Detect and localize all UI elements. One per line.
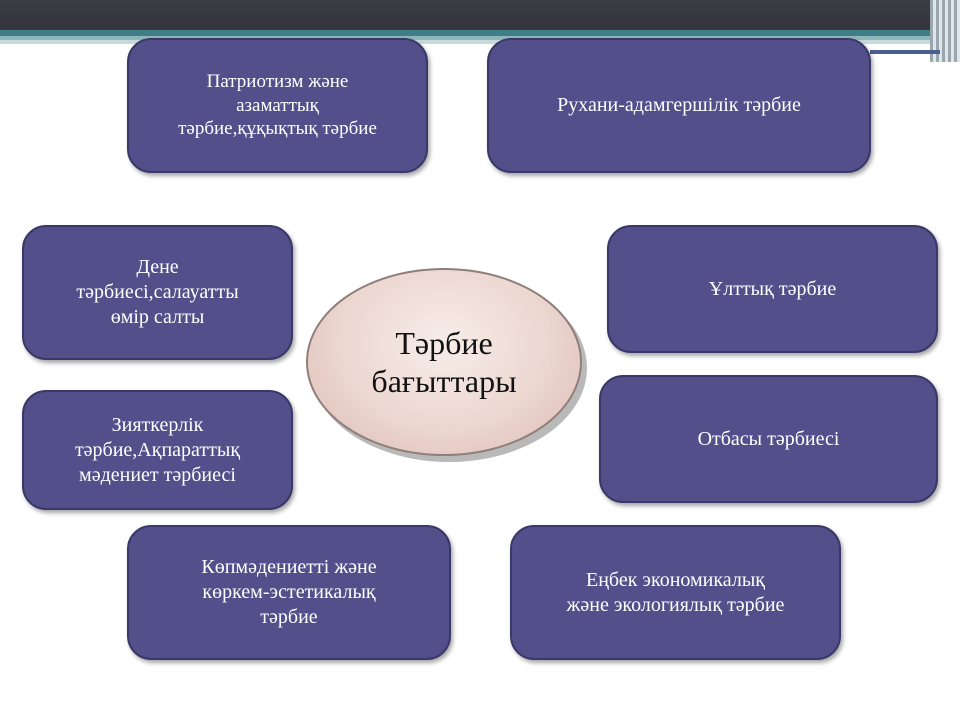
direction-label: Еңбек экономикалық және экологиялық тәрбие — [566, 568, 785, 616]
direction-label: Көпмәдениетті және көркем-эстетикалық тәрбие — [201, 556, 377, 628]
center-title: Тәрбие бағыттары — [371, 324, 517, 399]
direction-box-multicultural — [127, 525, 451, 660]
direction-box-patriotic — [127, 38, 428, 173]
direction-label: Дене тәрбиесі,салауатты өмір салты — [76, 256, 239, 328]
corner-accent-line — [870, 50, 940, 54]
direction-box-national — [607, 225, 938, 353]
direction-box-physical — [22, 225, 293, 360]
direction-label: Ұлттық тәрбие — [708, 277, 837, 300]
direction-box-labor-ecological — [510, 525, 841, 660]
direction-label: Зияткерлік тәрбие,Ақпараттық мәдениет тәрбиесі — [74, 413, 241, 486]
center-ellipse — [306, 268, 582, 456]
direction-box-intellectual — [22, 390, 293, 510]
top-banner-band — [0, 0, 960, 30]
direction-label: Патриотизм және азаматтық тәрбие,құқықтық тәрбие — [178, 70, 377, 140]
direction-label: Рухани-адамгершілік тәрбие — [557, 94, 801, 116]
direction-box-family — [599, 375, 938, 503]
direction-box-spiritual-moral — [487, 38, 871, 173]
direction-label: Отбасы тәрбиесі — [697, 427, 840, 450]
